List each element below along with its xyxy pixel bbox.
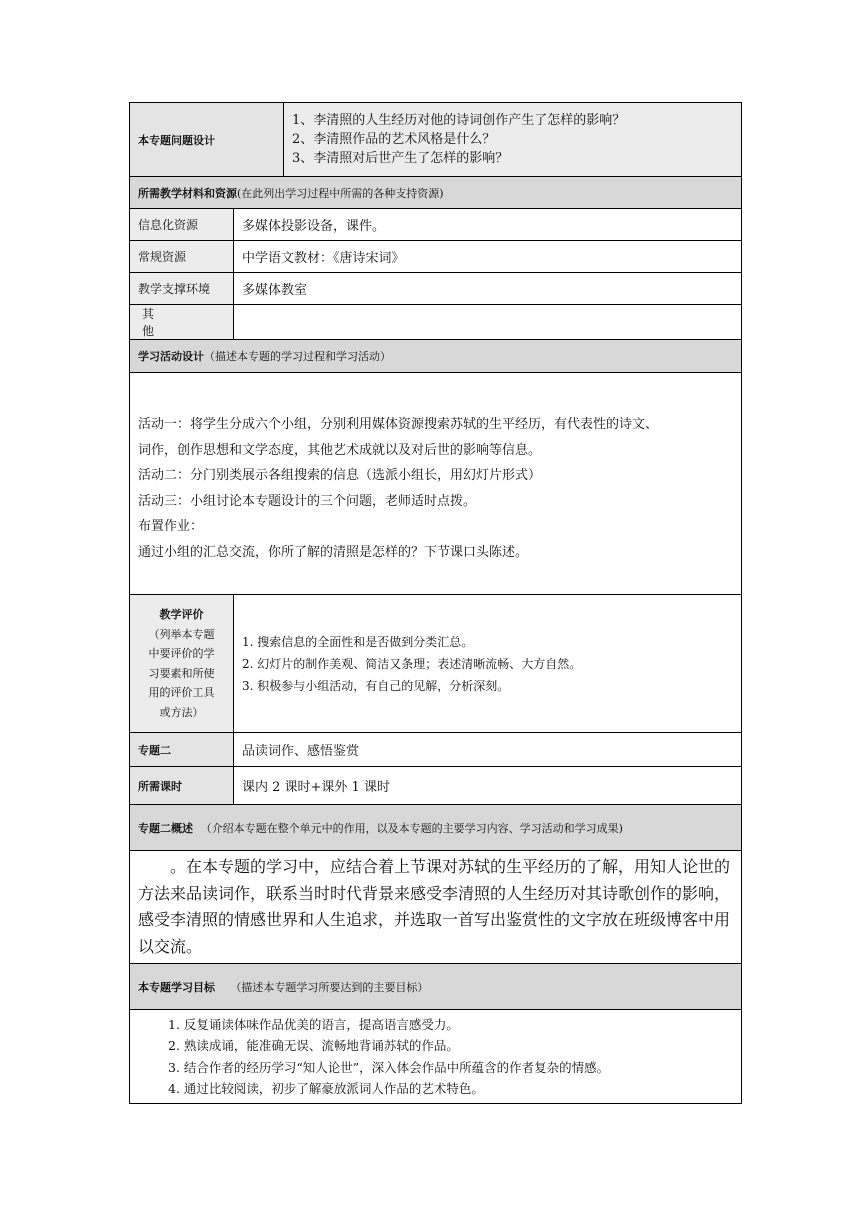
activities-header <box>130 340 742 373</box>
overview-header <box>130 805 742 851</box>
overview-header-title: 专题二概述 <box>138 821 193 835</box>
questions-list <box>284 103 742 177</box>
evaluation-title: 教学评价 <box>159 608 204 621</box>
goal-item: 4. 通过比较阅读，初步了解豪放派词人作品的艺术特色。 <box>168 1081 484 1096</box>
goal-item: 1. 反复诵读体味作品优美的语言，提高语言感受力。 <box>168 1016 459 1032</box>
lesson-plan-table <box>129 102 742 1104</box>
goal-item: 2. 熟读成诵，能准确无误、流畅地背诵苏轼的作品。 <box>168 1038 459 1053</box>
resource-label: 信息化资源 <box>130 209 234 241</box>
evaluation-note-line: 中要评价的学 <box>148 647 215 660</box>
activities-header-row <box>130 340 742 373</box>
topic2-row <box>130 733 742 767</box>
resource-value <box>234 305 742 340</box>
overview-header-row <box>130 805 742 851</box>
activity-line: 活动三：小组讨论本专题设计的三个问题，老师适时点拨。 <box>138 493 477 509</box>
evaluation-note-line: 或方法） <box>159 705 204 719</box>
evaluation-items <box>234 595 742 733</box>
resource-row <box>130 273 742 305</box>
questions-row <box>130 103 742 177</box>
evaluation-note-line: 用的评价工具 <box>148 686 215 699</box>
evaluation-item: 3. 积极参与小组活动，有自己的见解，分析深刻。 <box>242 678 510 693</box>
materials-header-note: (在此列出学习过程中所需的各种支持资源) <box>237 186 444 200</box>
activity-line: 活动一：将学生分成六个小组，分别利用媒体资源搜索苏轼的生平经历，有代表性的诗文、 <box>138 417 659 432</box>
lesson-plan-document <box>129 102 741 1104</box>
topic2-value: 品读词作、感悟鉴赏 <box>234 733 742 767</box>
activity-line: 布置作业： <box>138 519 204 534</box>
overview-row <box>130 851 742 964</box>
evaluation-note-line: 习要素和所使 <box>148 666 215 680</box>
activity-line: 词作，创作思想和文学态度，其他艺术成就以及对后世的影响等信息。 <box>138 442 542 458</box>
evaluation-item: 2. 幻灯片的制作美观、简洁又条理；表述清晰流畅、大方自然。 <box>242 656 582 671</box>
materials-header-row <box>130 177 742 209</box>
resource-label: 常规资源 <box>130 241 234 273</box>
question-item: 3、李清照对后世产生了怎样的影响？ <box>292 151 509 166</box>
hours-label: 所需课时 <box>130 767 234 805</box>
resource-value: 多媒体投影设备，课件。 <box>234 209 742 241</box>
evaluation-row <box>130 595 742 733</box>
question-item: 1、李清照的人生经历对他的诗词创作产生了怎样的影响？ <box>292 113 626 128</box>
materials-header-title: 所需教学材料和资源 <box>138 186 237 200</box>
materials-header <box>130 177 742 209</box>
resource-label: 其 他 <box>130 305 234 340</box>
goals-header-row <box>130 964 742 1010</box>
resource-row <box>130 209 742 241</box>
goals-row <box>130 1010 742 1104</box>
resource-value: 多媒体教室 <box>234 273 742 305</box>
goals-list <box>130 1010 742 1104</box>
resource-value: 中学语文教材：《唐诗宋词》 <box>234 241 742 273</box>
activity-line: 活动二：分门别类展示各组搜索的信息（选派小组长，用幻灯片形式） <box>138 468 542 483</box>
activity-line: 通过小组的汇总交流，你所了解的清照是怎样的？下节课口头陈述。 <box>138 544 529 560</box>
resource-row <box>130 241 742 273</box>
activities-body <box>130 373 742 595</box>
goal-item: 3. 结合作者的经历学习“知人论世”，深入体会作品中所蕴含的作者复杂的情感。 <box>168 1059 610 1075</box>
overview-body: 。在本专题的学习中，应结合着上节课对苏轼的生平经历的了解，用知人论世的方法来品读词作，联系当时时代背景来感受李清照的人生经历对其诗歌创作的影响，感受李清照的情感世界和人生追求，并选取一首写出鉴赏性的文字放在班级博客中用以交流。 <box>130 851 742 964</box>
activities-row <box>130 373 742 595</box>
hours-row <box>130 767 742 805</box>
evaluation-item: 1. 搜索信息的全面性和是否做到分类汇总。 <box>242 634 474 649</box>
activities-header-note: （描述本专题的学习过程和学习活动） <box>204 350 391 363</box>
topic2-label: 专题二 <box>130 733 234 767</box>
activities-header-title: 学习活动设计 <box>138 350 204 363</box>
goals-header-note: （描述本专题学习所要达到的主要目标） <box>230 980 429 994</box>
goals-header-title: 本专题学习目标 <box>138 980 215 994</box>
resource-row <box>130 305 742 340</box>
question-item: 2、李清照作品的艺术风格是什么？ <box>292 132 496 147</box>
hours-value: 课内 2 课时+课外 1 课时 <box>234 767 742 805</box>
evaluation-label <box>130 595 234 733</box>
goals-header <box>130 964 742 1010</box>
questions-label: 本专题问题设计 <box>130 103 284 177</box>
evaluation-note-line: （列举本专题 <box>148 627 215 641</box>
resource-label: 教学支撑环境 <box>130 273 234 305</box>
overview-header-note: （介绍本专题在整个单元中的作用，以及本专题的主要学习内容、学习活动和学习成果) <box>200 821 623 835</box>
